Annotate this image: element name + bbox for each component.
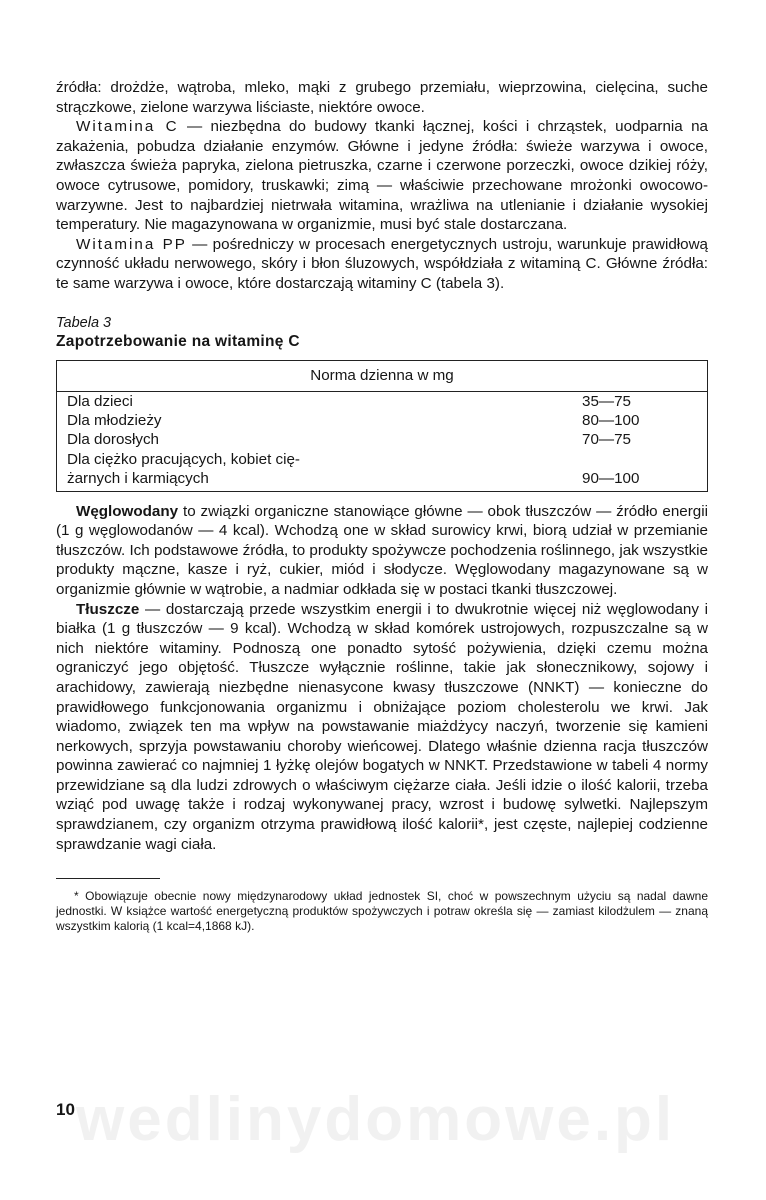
table-cell-group: Dla dorosłych bbox=[57, 430, 583, 449]
vitamin-c-text: — niezbędna do budowy tkanki łącznej, kości i chrząstek, uodparnia na zakażenia, pobudza działanie enzymów. Główne i jedyne źródła: świeże warzywa i owoce, zwłaszcza świeża papryka, zielona pietruszka, czarne i czerwone porzeczki, owoce dzikiej róży, owoce cytrusowe, pomidory, truskawki; zimą — właściwie przechowane mrożonki owocowo-warzywne. Jest to najbardziej nietrwała witamina, wrażliwa na utlenianie i działanie wysokiej temperatury. Nie magazynowana w organizmie, musi być stale dostarczana. bbox=[56, 118, 709, 234]
table-header: Norma dzienna w mg bbox=[57, 360, 708, 391]
table-row bbox=[57, 469, 708, 491]
table-row bbox=[57, 391, 708, 411]
fats-paragraph bbox=[56, 600, 708, 855]
carbohydrates-title: Węglowodany bbox=[76, 502, 179, 520]
vitamin-c-paragraph bbox=[56, 117, 708, 235]
carbohydrates-paragraph bbox=[56, 502, 708, 600]
watermark: wedlinydomowe.pl bbox=[76, 1085, 676, 1154]
table-row bbox=[57, 430, 708, 449]
table-cell-value: 90—100 bbox=[582, 469, 708, 491]
table-cell-group: Dla dzieci bbox=[57, 391, 583, 411]
vitamin-pp-text: — pośredniczy w procesach energetycznych ustroju, warunkuje prawidłową czynność układu nerwowego, skóry i błon śluzowych, współdziała z witaminą C. Główne źródła: te same warzywa i owoce, które dostarczają witaminy C (tabela 3). bbox=[56, 235, 708, 292]
table-cell-value: 70—75 bbox=[582, 430, 708, 449]
table-row bbox=[57, 450, 708, 469]
vitamin-c-table bbox=[56, 360, 708, 492]
vitamin-c-title: Witamina C bbox=[76, 118, 179, 136]
fats-title: Tłuszcze bbox=[76, 600, 140, 618]
footnote: * Obowiązuje obecnie nowy międzynarodowy układ jednostek SI, choć w powszechnym użyciu są nadal dawne jednostki. W książce wartość energetyczną produktów spożywczych i potraw określa się — zamiast kilodżulem — znaną wszystkim kalorią (1 kcal=4,1868 kJ). bbox=[56, 889, 708, 934]
table-row bbox=[57, 411, 708, 430]
table-cell-value: 80—100 bbox=[582, 411, 708, 430]
fats-text: — dostarczają przede wszystkim energii i to dwukrotnie więcej niż węglowodany i białka (1 g tłuszczów — 9 kcal). Wchodzą w skład komórek ustrojowych, rozpuszczalne są w nich niektóre witaminy. Podnoszą one ponadto sytość pożywienia, dzięki czemu można ograniczyć jego objętość. Tłuszcze wyłącznie roślinne, takie jak słonecznikowy, sojowy i arachidowy, zawierają niezbędne nienasycone kwasy tłuszczowe (NNKT) — konieczne do prawidłowego funkcjonowania organizmu i obniżające poziom cholesterolu we krwi. Jak wiadomo, związek ten ma wpływ na powstawanie miażdżycy naczyń, tworzenie się kamieni nerkowych, sprzyja powstawaniu choroby wieńcowej. Dlatego właśnie dzienna racja tłuszczów powinna zawierać co najmniej 1 łyżkę olejów bogatych w NNKT. Przedstawione w tabeli 4 normy przewidziane są dla ludzi zdrowych o właściwym ciężarze ciała. Jeśli idzie o ilość kalorii, trzeba wziąć pod uwagę także i rodzaj wykonywanej pracy, wzrost i budowę sylwetki. Najlepszym sprawdzianem, czy organizm otrzyma prawidłową ilość kalorii*, jest częste, najlepiej codzienne sprawdzanie wagi ciała. bbox=[56, 600, 708, 853]
table-cell-group: Dla młodzieży bbox=[57, 411, 583, 430]
page-content bbox=[56, 78, 708, 934]
footnote-divider bbox=[56, 878, 160, 879]
carbohydrates-text: to związki organiczne stanowiące główne — obok tłuszczów — źródło energii (1 g węglowodanów — 4 kcal). Wchodzą one w skład surowicy krwi, biorą udział w przemianie tłuszczów. Ich podstawowe źródła, to produkty spożywcze pochodzenia roślinnego, jak wszystkie produkty mączne, kasze i ryż, cukier, miód i słodycze. Węglowodany magazynowane są w organizmie głównie w wątrobie, a nadmiar odkłada się w postaci tkanki tłuszczowej. bbox=[56, 502, 708, 598]
table-cell-value bbox=[582, 450, 708, 469]
table-title: Zapotrzebowanie na witaminę C bbox=[56, 332, 300, 350]
vitamin-pp-paragraph bbox=[56, 235, 708, 294]
page-number: 10 bbox=[56, 1100, 75, 1119]
vitamin-pp-title: Witamina PP bbox=[76, 235, 187, 253]
table-cell-value: 35—75 bbox=[582, 391, 708, 411]
table-header-row bbox=[57, 360, 708, 391]
table-label: Tabela 3 bbox=[56, 314, 112, 331]
intro-paragraph: źródła: drożdże, wątroba, mleko, mąki z grubego przemiału, wieprzowina, cielęcina, suche strączkowe, zielone warzywa liściaste, niektóre owoce. bbox=[56, 79, 708, 116]
table-cell-group: Dla ciężko pracujących, kobiet cię- bbox=[57, 450, 583, 469]
table-cell-group: żarnych i karmiących bbox=[57, 469, 583, 491]
